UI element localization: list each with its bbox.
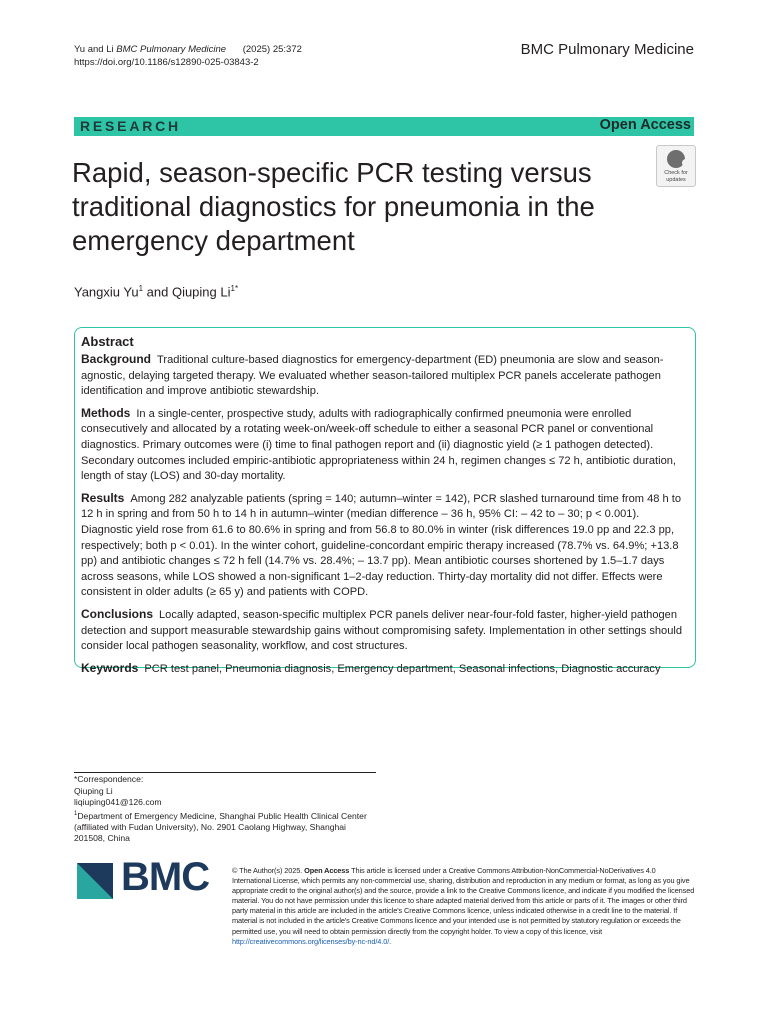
- bmc-logo: [77, 855, 217, 905]
- copyright: © The Author(s) 2025.: [232, 866, 303, 875]
- author-affiliation-sup: 1: [138, 284, 144, 293]
- article-title: Rapid, season-specific PCR testing versus traditional diagnostics for pneumonia in the emergency department: [72, 157, 595, 256]
- section-label: RESEARCH: [80, 118, 181, 134]
- journal-name: BMC Pulmonary Medicine: [520, 41, 694, 58]
- affiliation-text: Department of Emergency Medicine, Shanghai Public Health Clinical Center (affiliated with Fudan University), No. 2901 Caolang Highway, Shanghai 201508, China: [74, 810, 367, 844]
- license-end: .: [389, 936, 392, 946]
- section-band: [74, 117, 694, 136]
- running-header: [74, 43, 302, 69]
- doi-link[interactable]: https://doi.org/10.1186/s12890-025-03843-2: [74, 57, 259, 68]
- affiliation: [74, 809, 374, 845]
- bmc-logo-icon: [77, 863, 113, 899]
- abstract-heading: Abstract: [81, 334, 134, 349]
- license-body: This article is licensed under a Creative Commons Attribution-NonCommercial-NoDerivatives 4.0 International License, which permits any non-commercial use, sharing, distribution and reproduction in any medium or format, as long as you give appropriate credit to the original author(s) and the source, provide a link to the Creative Commons licence, and indicate if you modified the licensed material. You do not have permission under this licence to share adapted material derived from this article or parts of it. The images or other third party material in this article are included in the article's Creative Commons licence, unless indicated otherwise in a credit line to the material. If material is not included in the article's Creative Commons licence and your intended use is not permitted by statutory regulation or exceeds the permitted use, you will need to obtain permission directly from the copyright holder. To view a copy of this licence, visit: [232, 866, 695, 936]
- correspondence-footnote: [74, 774, 374, 845]
- license-link[interactable]: http://creativecommons.org/licenses/by-nc-nd/4.0/: [232, 936, 390, 946]
- methods-text: In a single-center, prospective study, adults with radiographically confirmed pneumonia were enrolled consecutively and allocated by a rotating week-on/week-off schedule to either a seasonal PCR panel or conventional diagnostics. Primary outcomes were (i) time to final pathogen report and (ii) diagnostic yield (≥ 1 pathogen detected). Secondary outcomes included empiric-antibiotic appropriateness within 24 h, regimen changes ≤ 72 h, antibiotic duration, length of stay (LOS) and 30-day mortality.: [81, 407, 677, 483]
- methods-label: Methods: [81, 405, 131, 420]
- license-text: [232, 866, 695, 947]
- license-open-access: Open Access: [304, 866, 350, 875]
- footnote-rule: [74, 772, 376, 773]
- author-name[interactable]: Qiuping Li: [171, 284, 231, 300]
- author-connector: and: [143, 284, 172, 300]
- conclusions-label: Conclusions: [81, 606, 154, 621]
- background-text: Traditional culture-based diagnostics for emergency-department (ED) pneumonia are slow and season-agnostic, delaying targeted therapy. We evaluated whether season-tailored multiplex PCR panels accelerate pathogen identification and improve antibiotic stewardship.: [81, 354, 664, 398]
- background-label: Background: [81, 352, 152, 366]
- keywords-label: Keywords: [81, 660, 139, 675]
- check-for-updates-icon: [667, 150, 685, 168]
- bmc-logo-text: BMC: [121, 855, 210, 899]
- author-name[interactable]: Yangxiu Yu: [74, 284, 139, 300]
- abstract-conclusions: [81, 607, 689, 655]
- conclusions-text: Locally adapted, season-specific multiplex PCR panels deliver near-four-fold faster, higher-yield pathogen detection and support measurable stewardship gains without compromising safety. Implementation in other settings should consider local pathogen seasonality, workflow, and cost structures.: [81, 608, 683, 653]
- citation-journal: BMC Pulmonary Medicine: [116, 44, 227, 55]
- citation-authors: Yu and Li: [74, 44, 114, 55]
- correspondence-name: Qiuping Li: [74, 785, 113, 796]
- abstract-background: [81, 352, 689, 400]
- correspondence-label: *Correspondence:: [74, 774, 144, 784]
- citation-volume: (2025) 25:372: [242, 44, 302, 55]
- check-for-updates-label: Check for updates: [664, 170, 688, 183]
- check-for-updates-badge[interactable]: [656, 145, 696, 187]
- author-affiliation-sup: 1*: [230, 284, 239, 293]
- results-label: Results: [81, 490, 125, 505]
- abstract-methods: [81, 406, 689, 485]
- keywords-text: PCR test panel, Pneumonia diagnosis, Emergency department, Seasonal infections, Diagnostic accuracy: [144, 662, 661, 675]
- author-list: [74, 284, 238, 299]
- citation-line: [74, 43, 302, 56]
- abstract-results: [81, 491, 689, 601]
- open-access-label: Open Access: [599, 117, 691, 133]
- abstract-box: [74, 327, 696, 675]
- correspondence-email[interactable]: liqiuping041@126.com: [74, 797, 162, 807]
- results-text: Among 282 analyzable patients (spring = 140; autumn–winter = 142), PCR slashed turnaround time from 48 h to 12 h in spring and from 50 h to 14 h in autumn–winter (median difference – 36 h, 95% CI: – 42 to – 30; p < 0.001). Diagnostic yield rose from 61.6 to 80.6% in spring and from 56.8 to 80.0% in winter (risk differences 19.0 pp and 22.3 pp, respectively; both p < 0.01). In the winter cohort, guideline-concordant empiric therapy increased (78.7% vs. 64.9%; +13.8 pp) and antibiotic changes ≤ 72 h fell (14.7% vs. 28.4%; – 13.7 pp). Mean antibiotic courses shortened by 1.5–1.7 days across seasons, while LOS showed a non-significant 1–2-day reduction. Thirty-day mortality did not differ. Effects were consistent in older adults (≥ 65 y) and patients with COPD.: [81, 492, 682, 599]
- affiliation-sup: 1: [74, 810, 78, 817]
- abstract-keywords: [81, 661, 689, 678]
